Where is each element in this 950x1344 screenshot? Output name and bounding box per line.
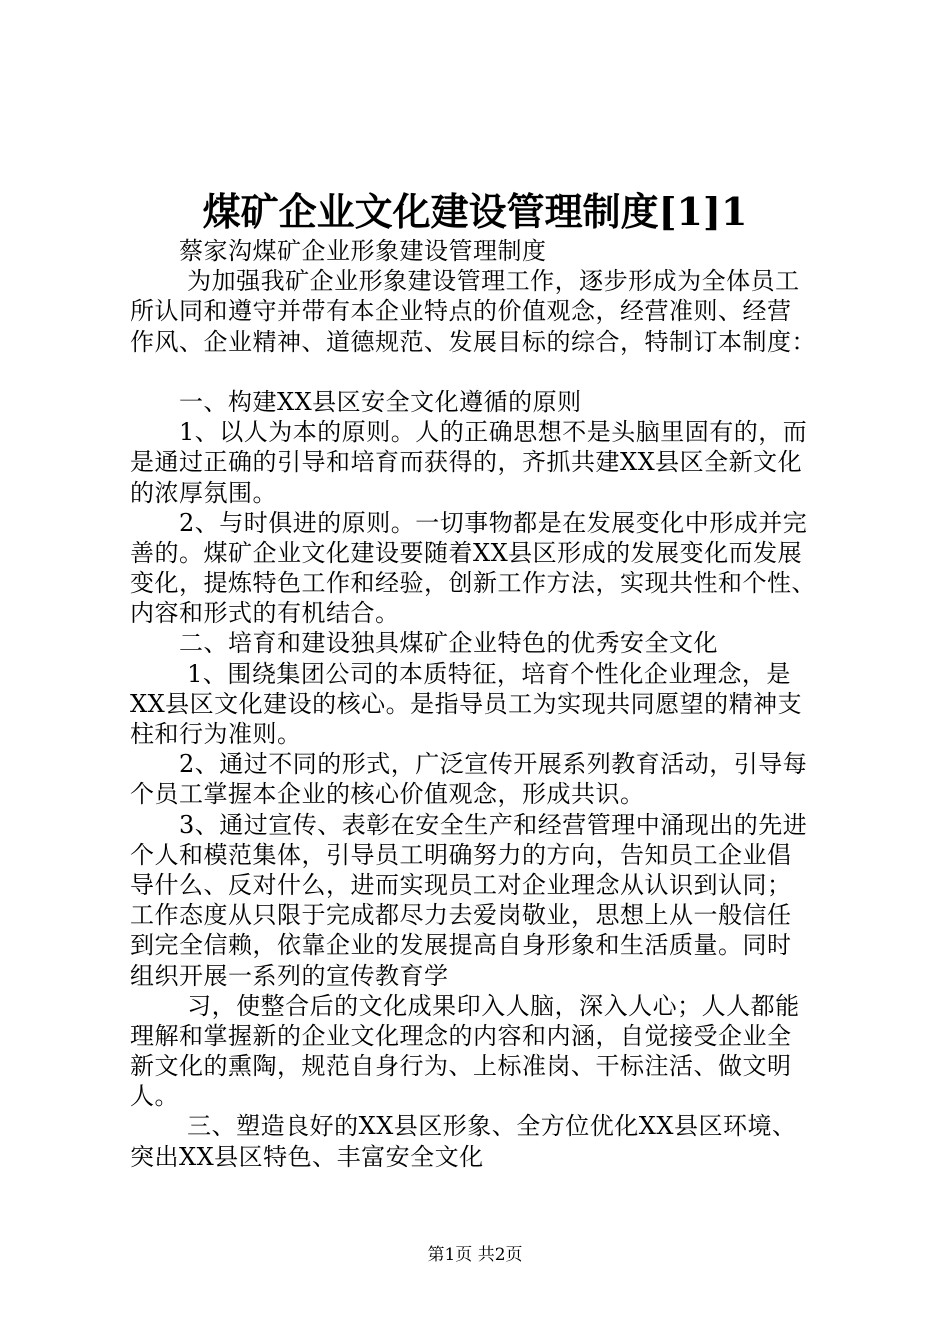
- section-heading: 一、构建XX县区安全文化遵循的原则: [130, 387, 582, 416]
- document-title: 煤矿企业文化建设管理制度[1]1: [202, 189, 748, 234]
- body-line: 组织开展一系列的宣传教育学: [130, 961, 449, 990]
- body-line: 善的。煤矿企业文化建设要随着XX县区形成的发展变化而发展: [130, 538, 803, 567]
- section-heading: 三、塑造良好的XX县区形象、全方位优化XX县区环境、: [130, 1112, 797, 1141]
- body-line: 2、与时俱进的原则。一切事物都是在发展变化中形成并完: [130, 508, 808, 537]
- blank-line: [130, 357, 830, 387]
- body-line: 个员工掌握本企业的核心价值观念，形成共识。: [130, 780, 645, 809]
- body-line: 柱和行为准则。: [130, 720, 302, 748]
- body-line: 习，使整合后的文化成果印入人脑，深入人心；人人都能: [130, 991, 800, 1020]
- body-line: 新文化的熏陶，规范自身行为、上标准岗、干标注活、做文明: [130, 1052, 792, 1081]
- body-line: 到完全信赖，依靠企业的发展提高自身形象和生活质量。同时: [130, 931, 792, 960]
- body-line: 突出XX县区特色、丰富安全文化: [130, 1142, 484, 1171]
- page-footer: 第1页 共2页: [427, 1245, 523, 1265]
- body-line: 变化，提炼特色工作和经验，创新工作方法，实现共性和个性、: [130, 569, 816, 598]
- body-line: 3、通过宣传、表彰在安全生产和经营管理中涌现出的先进: [130, 810, 808, 839]
- body-line: 为加强我矿企业形象建设管理工作，逐步形成为全体员工: [130, 267, 800, 296]
- section-heading: 二、培育和建设独具煤矿企业特色的优秀安全文化: [130, 629, 718, 658]
- body-line: 所认同和遵守并带有本企业特点的价值观念，经营准则、经营: [130, 297, 792, 326]
- body-line: 蔡家沟煤矿企业形象建设管理制度: [130, 237, 547, 265]
- body-line: 作风、企业精神、道德规范、发展目标的综合，特制订本制度：: [130, 327, 816, 356]
- body-line: 理解和掌握新的企业文化理念的内容和内涵，自觉接受企业全: [130, 1021, 792, 1050]
- body-line: 工作态度从只限于完成都尽力去爱岗敬业，思想上从一般信任: [130, 901, 792, 930]
- body-line: 1、围绕集团公司的本质特征，培育个性化企业理念，是: [130, 659, 791, 688]
- body-line: 2、通过不同的形式，广泛宣传开展系列教育活动，引导每: [130, 750, 808, 779]
- body-line: 个人和模范集体，引导员工明确努力的方向，告知员工企业倡: [130, 840, 792, 869]
- document-body: [130, 236, 830, 1172]
- body-line: 导什么、反对什么，进而实现员工对企业理念从认识到认同；: [130, 870, 792, 899]
- body-line: 的浓厚氛围。: [130, 478, 277, 507]
- body-line: 1、以人为本的原则。人的正确思想不是头脑里固有的，而: [130, 418, 808, 447]
- body-line: 人。: [130, 1082, 179, 1111]
- body-line: 内容和形式的有机结合。: [130, 599, 400, 628]
- body-line: 是通过正确的引导和培育而获得的，齐抓共建XX县区全新文化: [130, 448, 803, 477]
- body-line: XX县区文化建设的核心。是指导员工为实现共同愿望的精神支: [130, 689, 803, 718]
